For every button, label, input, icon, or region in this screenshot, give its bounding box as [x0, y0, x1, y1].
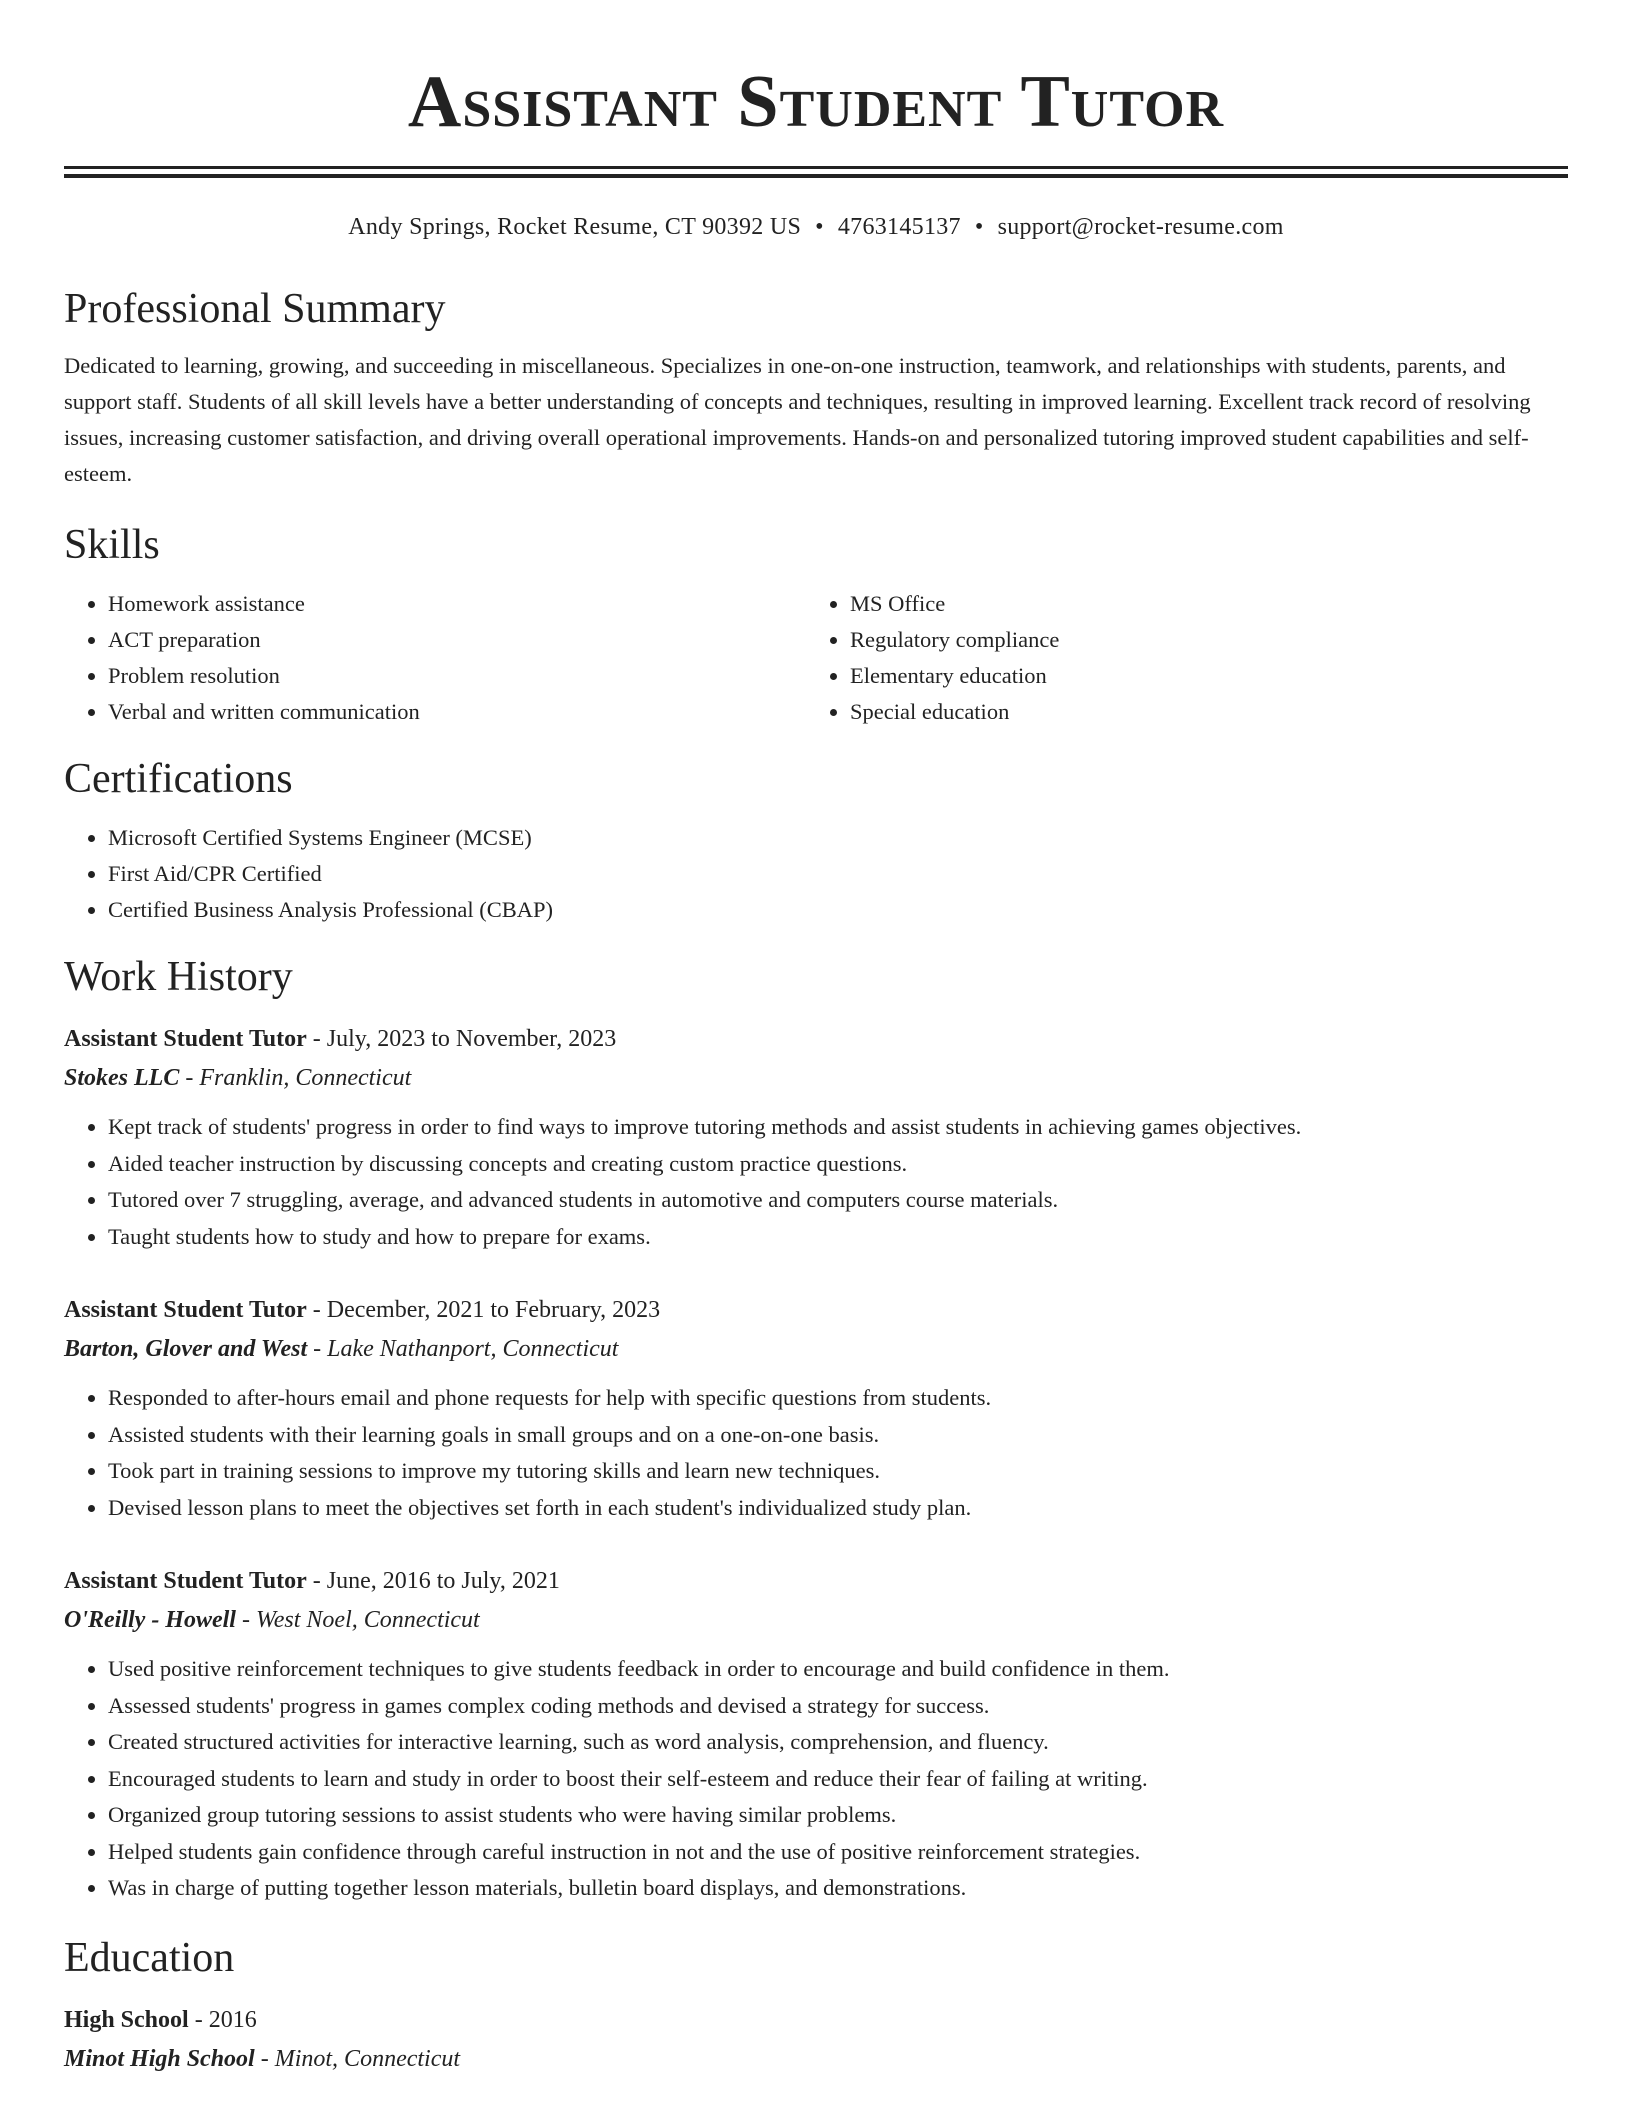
- education-heading: Education: [64, 1934, 235, 1981]
- job-location: - Lake Nathanport, Connecticut: [307, 1336, 619, 1362]
- skill-item: • ACT preparation: [108, 622, 806, 658]
- contact-separator: •: [815, 214, 824, 240]
- certification-item: • Microsoft Certified Systems Engineer (MCSE): [108, 820, 1568, 856]
- job-dates: - July, 2023 to November, 2023: [306, 1026, 617, 1052]
- contact-email[interactable]: support@rocket-resume.com: [997, 214, 1284, 240]
- header-divider: [64, 166, 1568, 178]
- job-bullet: • Kept track of students' progress in order to find ways to improve tutoring methods and assist students in achieving games objectives.: [108, 1109, 1568, 1146]
- job-title: Assistant Student Tutor: [64, 1568, 307, 1594]
- job-company: Stokes LLC: [64, 1065, 180, 1091]
- skill-item: • Special education: [850, 694, 1548, 730]
- resume-name: Assistant Student Tutor: [407, 61, 1225, 143]
- skills-column-right: [806, 586, 1548, 730]
- job-company: Barton, Glover and West: [64, 1336, 308, 1362]
- job-bullet: • Tutored over 7 struggling, average, and advanced students in automotive and computers course materials.: [108, 1182, 1568, 1219]
- work-history-heading: Work History: [64, 954, 293, 1000]
- skill-item: • Homework assistance: [108, 586, 806, 622]
- job-bullet: • Created structured activities for interactive learning, such as word analysis, comprehension, and fluency.: [108, 1724, 1568, 1761]
- job-bullet: • Aided teacher instruction by discussing concepts and creating custom practice questions.: [108, 1146, 1568, 1183]
- job-bullet: • Responded to after-hours email and phone requests for help with specific questions from students.: [108, 1380, 1568, 1417]
- skill-item: • Problem resolution: [108, 658, 806, 694]
- job-company-line: [64, 1063, 1568, 1093]
- certification-item: • Certified Business Analysis Professional (CBAP): [108, 892, 1568, 928]
- education-degree-line: [64, 2005, 1568, 2035]
- skill-item: • Verbal and written communication: [108, 694, 806, 730]
- job-bullet: • Organized group tutoring sessions to assist students who were having similar problems.: [108, 1797, 1568, 1834]
- job-bullets: [64, 1109, 1568, 1255]
- job-title-line: [64, 1566, 1568, 1596]
- job-title: Assistant Student Tutor: [64, 1297, 307, 1323]
- skills-list: [64, 586, 1568, 730]
- skill-item: • Elementary education: [850, 658, 1548, 694]
- job-entry: [64, 1024, 1568, 1255]
- education-school-line: [64, 2044, 1568, 2074]
- summary-heading: Professional Summary: [64, 286, 446, 332]
- skills-column-left: [64, 586, 806, 730]
- job-bullet: • Assisted students with their learning goals in small groups and on a one-on-one basis.: [108, 1417, 1568, 1454]
- job-entry: [64, 1295, 1568, 1526]
- job-title-line: [64, 1024, 1568, 1054]
- summary-text: Dedicated to learning, growing, and succeeding in miscellaneous. Specializes in one-on-one instruction, teamwork, and relationships with students, parents, and support staff. Students of all skill levels have a better understanding of concepts and techniques, resulting in improved learning. Excellent track record of resolving issues, increasing customer satisfaction, and driving overall operational improvements. Hands-on and personalized tutoring improved student capabilities and self-esteem.: [64, 353, 1531, 486]
- job-title-line: [64, 1295, 1568, 1325]
- contact-address: Andy Springs, Rocket Resume, CT 90392 US: [348, 214, 802, 240]
- job-bullet: • Assessed students' progress in games complex coding methods and devised a strategy for success.: [108, 1688, 1568, 1725]
- job-dates: - December, 2021 to February, 2023: [306, 1297, 661, 1323]
- skill-item: • MS Office: [850, 586, 1548, 622]
- job-bullet: • Used positive reinforcement techniques to give students feedback in order to encourage and build confidence in them.: [108, 1651, 1568, 1688]
- job-dates: - June, 2016 to July, 2021: [306, 1568, 560, 1594]
- education-year: - 2016: [188, 2006, 257, 2033]
- job-company-line: [64, 1605, 1568, 1635]
- certifications-heading: Certifications: [64, 756, 293, 802]
- job-location: - West Noel, Connecticut: [235, 1607, 480, 1633]
- job-bullet: • Helped students gain confidence through careful instruction in not and the use of positive reinforcement strategies.: [108, 1834, 1568, 1871]
- job-bullet: • Taught students how to study and how to prepare for exams.: [108, 1219, 1568, 1256]
- contact-line: [64, 212, 1568, 242]
- job-bullets: [64, 1651, 1568, 1907]
- job-company-line: [64, 1334, 1568, 1364]
- job-bullet: • Was in charge of putting together lesson materials, bulletin board displays, and demonstrations.: [108, 1870, 1568, 1907]
- skill-item: • Regulatory compliance: [850, 622, 1548, 658]
- education-degree: High School: [64, 2006, 189, 2033]
- job-entry: [64, 1566, 1568, 1907]
- job-bullet: • Encouraged students to learn and study in order to boost their self-esteem and reduce their fear of failing at writing.: [108, 1761, 1568, 1798]
- job-bullet: • Devised lesson plans to meet the objectives set forth in each student's individualized study plan.: [108, 1490, 1568, 1527]
- job-company: O'Reilly - Howell: [64, 1607, 236, 1633]
- job-bullets: [64, 1380, 1568, 1526]
- education-entry: [64, 2005, 1568, 2074]
- education-school: Minot High School: [64, 2045, 255, 2072]
- job-title: Assistant Student Tutor: [64, 1026, 307, 1052]
- certification-item: • First Aid/CPR Certified: [108, 856, 1568, 892]
- contact-phone: 4763145137: [837, 214, 961, 240]
- job-bullet: • Took part in training sessions to improve my tutoring skills and learn new techniques.: [108, 1453, 1568, 1490]
- contact-separator: •: [974, 214, 984, 240]
- certifications-list: [64, 820, 1568, 928]
- job-location: - Franklin, Connecticut: [179, 1065, 412, 1091]
- skills-heading: Skills: [64, 522, 160, 568]
- resume-page: [64, 0, 1568, 2074]
- education-location: - Minot, Connecticut: [254, 2045, 461, 2072]
